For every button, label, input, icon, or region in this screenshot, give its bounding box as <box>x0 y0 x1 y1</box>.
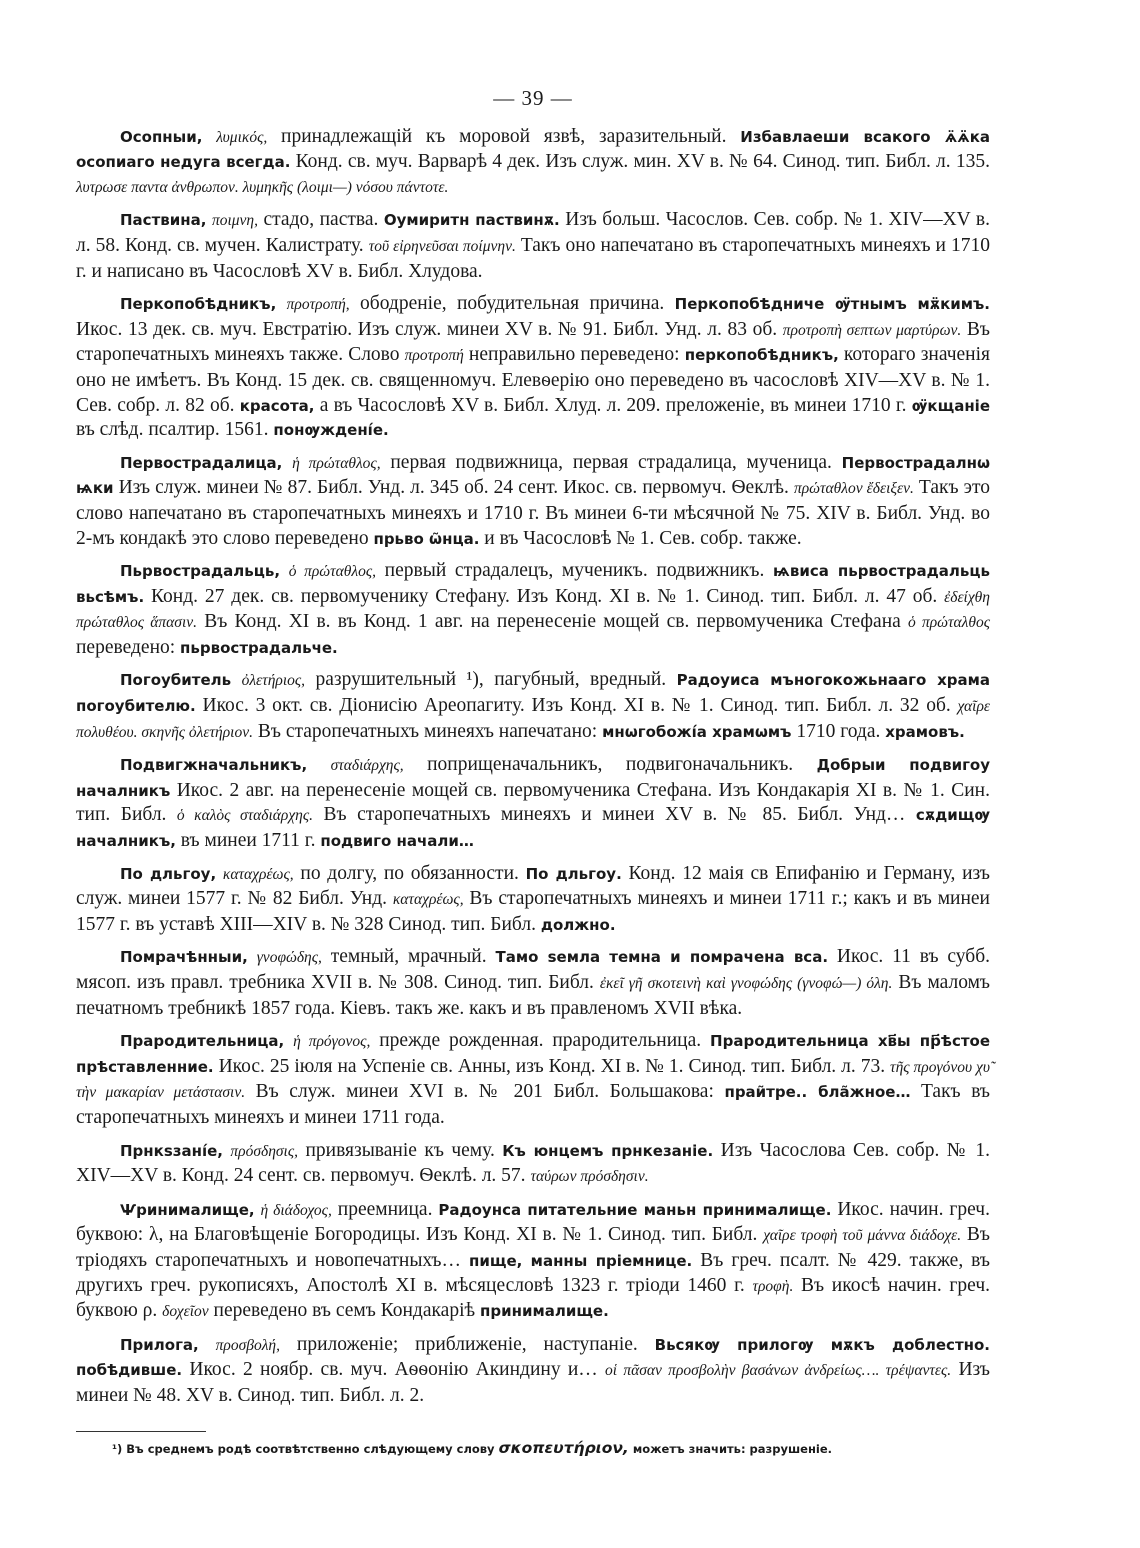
slavonic-quote: Къ юнцемъ прнкезаніе. <box>502 1141 714 1160</box>
entry-headword: Прародительница, <box>120 1032 285 1051</box>
dictionary-entry <box>76 945 990 1021</box>
entry-text: первый страдалецъ, мученикъ. подвижникъ. <box>376 560 774 582</box>
slavonic-quote: прьво ѡ̃нца. <box>373 529 480 548</box>
entry-text: Въ маломъ печатномъ требникѣ 1857 года. Кіевъ. такъ же. какъ и въ правленомъ XVII вѣка. <box>76 972 991 1019</box>
entry-text: Икос. начин. греч. буквою: λ, на Благовѣщеніе Богородицы. Изъ Конд. XI в. № 1. Синод. тип. Библ. <box>76 1198 990 1246</box>
greek-text: ὁ πρώταλθος <box>908 614 991 632</box>
entry-text: привязываніе къ чему. <box>298 1139 503 1161</box>
entry-headword: Погоубитель <box>120 671 232 690</box>
slavonic-quote: ѩвиса пьрвострадальць вьсѣмъ. <box>76 562 990 606</box>
greek-text: πρόσδησις, <box>230 1142 299 1160</box>
greek-text: προτροπή, <box>286 296 350 314</box>
slavonic-quote: понѹждені́е. <box>273 421 389 440</box>
slavonic-quote: мнѡгобожі́а храмѡмъ <box>602 722 792 741</box>
entry-text: переведено: <box>76 636 181 658</box>
entry-text: темный, мрачный. <box>321 946 496 968</box>
entry-text: прежде рожденная. прародительница. <box>370 1030 711 1052</box>
entry-text: Икос. 2 ноябр. св. муч. Аѳѳонію Акиндину и… <box>182 1359 606 1381</box>
greek-text: ὁ πρώταθλος, <box>288 563 377 581</box>
greek-text: οἱ πᾶσαν προσβολὴν βασάνων ἀνδρείως…. τρέψαντες. <box>605 1362 952 1380</box>
dictionary-entry <box>76 451 990 551</box>
entry-headword: Помрачѣнныи, <box>120 948 248 967</box>
entry-headword: Осопныи, <box>120 127 203 146</box>
dictionary-entry <box>76 208 990 284</box>
entry-text: неправильно переведено: <box>463 344 685 366</box>
entry-text: Въ старопечатныхъ минеяхъ также. Слово <box>76 318 990 366</box>
greek-text: προτροπή <box>404 347 464 365</box>
entry-text: поприщеначальникъ, подвигоначальникъ. <box>403 754 817 776</box>
entry-text: принадлежащій къ моровой язвѣ, заразительный. <box>267 125 741 147</box>
entry-text: Икос. 25 іюля на Успеніе св. Анны, изъ Конд. XI в. № 1. Синод. тип. Библ. л. 73. <box>213 1055 891 1077</box>
greek-text: ἡ πρόγονος, <box>293 1033 371 1051</box>
entry-text: Такъ это слово напечатано въ старопечатныхъ минеяхъ и 1710 г. Въ минеи 6-ти мѣсячной № 75. XIV в. Библ. Унд. во 2-мъ кондакѣ это слово переведено <box>76 477 990 549</box>
dictionary-entry <box>76 1198 990 1325</box>
slavonic-quote: Добрыи подвигоу началникъ <box>76 756 990 800</box>
entry-text: Такъ оно напечатано въ старопечатныхъ минеяхъ и 1710 г. и написано въ Часословѣ XV в. Библ. Хлудова. <box>76 234 990 282</box>
slavonic-quote: Первострадалнѡ ѩки <box>76 453 991 498</box>
greek-text: χαῖρε τροφὴ τοῦ μάννα διάδοχε. <box>763 1227 962 1245</box>
slavonic-quote: Радоунса питательние маньн принималище. <box>438 1200 832 1219</box>
entry-text: котораго значенія оно не имѣетъ. Въ Конд. 15 дек. св. священномуч. Елевѳерію оно переведено въ часословѣ XIV—XV в. № 1. Сев. собр. л. 82 об. <box>76 344 990 416</box>
entry-text: Изъ служ. минеи № 87. Библ. Унд. л. 345 об. 24 сент. Икос. св. первомуч. Ѳеклѣ. <box>113 477 794 499</box>
entry-text: Въ тріодяхъ старопечатныхъ и новопечатныхъ… <box>76 1224 991 1271</box>
entry-headword: Паствина, <box>120 211 207 230</box>
entry-text: по долгу, по обязанности. <box>293 862 526 884</box>
entry-text: разрушительный ¹), пагубный, вредный. <box>305 669 677 691</box>
slavonic-quote: Прародительница хв҃ы пр҃ѣстое прѣставленние. <box>76 1032 991 1076</box>
dictionary-entry <box>76 559 990 660</box>
dictionary-entry <box>76 862 990 938</box>
entry-text: 1710 года. <box>791 720 886 742</box>
greek-text: πρώταθλον ἔδειξεν. <box>793 480 914 498</box>
entry-headword: Подвигжначальникъ, <box>120 756 308 775</box>
dictionary-entry <box>76 668 990 745</box>
entry-text: Икос. 3 окт. св. Діонисію Ареопагиту. Изъ Конд. XI в. № 1. Синод. тип. Библ. л. 32 об. <box>195 695 958 717</box>
entry-text: Конд. 27 дек. св. первомученику Стефану. Изъ Конд. XI в. № 1. Синод. тип. Библ. л. 47 об. <box>144 585 945 607</box>
entry-text: Икос. 13 дек. св. муч. Евстратію. Изъ служ. минеи XV в. № 91. Библ. Унд. л. 83 об. <box>76 318 783 340</box>
slavonic-quote: Перкопобѣдниче ѹ̈тнымъ мѫ̈кимъ. <box>674 295 990 314</box>
entry-text: приложеніе; приближеніе, наступаніе. <box>280 1333 655 1355</box>
entry-headword: По дльгоу, <box>120 864 217 883</box>
greek-text: λυτρωσε παντα ἀνθρωπον. λυμηκῆς (λοιμι—) νόσου πάντοτε. <box>76 178 449 196</box>
entry-text: преемница. <box>331 1198 439 1220</box>
greek-text: ποιμνη, <box>211 212 258 230</box>
entry-text: и въ Часословѣ № 1. Сев. собр. также. <box>479 527 802 549</box>
slavonic-quote: Оумиритн паствинѫ. <box>383 211 560 230</box>
entry-headword: Прнкѕзані́е, <box>120 1141 223 1160</box>
greek-text: ὁ καλὸς σταδιάρχης. <box>176 807 314 825</box>
entry-text: ободреніе, побудительная причина. <box>349 293 675 315</box>
entry-text: переведено въ семъ Кондакаріѣ <box>208 1300 480 1322</box>
entry-text: Такъ въ старопечатныхъ минеяхъ и минеи 1711 года. <box>76 1081 991 1128</box>
greek-text: προτροπὴ σεπτων μαρτύρων. <box>782 321 962 339</box>
footnote <box>112 1440 990 1457</box>
dictionary-entry <box>76 292 990 443</box>
greek-text: ἡ πρώταθλος, <box>292 454 381 472</box>
entry-text: Конд. 12 маія св Епифанію и Герману, изъ служ. минеи 1577 г. № 82 Библ. Унд. <box>76 862 990 910</box>
footnote-tail: можетъ значить: разрушеніе. <box>628 1441 833 1456</box>
greek-text: ἐκεῖ γῆ σκοτεινὴ καὶ γνοφώδης (γνοφώ—) όλη. <box>599 975 893 992</box>
slavonic-quote: праи̃тре.. бла̃жное… <box>724 1083 911 1102</box>
entry-text: Въ старопечатныхъ минеяхъ и минеи XV в. № 85. Библ. Унд… <box>313 804 916 826</box>
entry-text: въ минеи 1711 г. <box>175 830 321 852</box>
greek-text: καταχρέως, <box>392 891 464 909</box>
entry-text: Въ Конд. XI в. въ Конд. 1 авг. на перенесеніе мощей св. первомученика Стефана <box>197 611 908 633</box>
slavonic-quote: пьрвострадальче. <box>180 638 338 657</box>
entry-headword: Пьрвострадальць, <box>120 562 281 581</box>
dictionary-entry <box>76 125 990 201</box>
greek-text: δοχεῖον <box>162 1303 209 1321</box>
entry-headword: Прилога, <box>120 1335 199 1354</box>
entry-text: Въ старопечатныхъ минеяхъ напечатано: <box>252 720 603 742</box>
dictionary-entries <box>76 125 990 1409</box>
greek-text: τροφὴ. <box>752 1277 794 1295</box>
greek-text: προσβολή, <box>215 1336 280 1354</box>
footnote-lead: ¹) Въ среднемъ родѣ соотвѣтственно слѣдующему слову <box>112 1441 499 1456</box>
slavonic-quote: ѹ̈кщаніе <box>911 396 990 415</box>
entry-headword: Перкопобѣдникъ, <box>120 295 277 314</box>
entry-text: стадо, паства. <box>258 209 384 231</box>
slavonic-quote: подвиго начали… <box>320 832 474 851</box>
greek-text: ὀλετήριος, <box>241 672 306 690</box>
dictionary-entry <box>76 753 990 853</box>
entry-text: Въ икосѣ начин. греч. буквою ρ. <box>76 1274 991 1322</box>
greek-text: χαῖρε πολυθέου. σκηνῆς ὀλετήριον. <box>76 698 990 741</box>
greek-text: τοῦ εἰρηνεῦσαι ποίμνην. <box>368 237 516 255</box>
entry-text: Изъ больш. Часослов. Сев. собр. № 1. XIV—XV в. л. 58. Конд. св. мучен. Калистрату. <box>76 209 990 256</box>
greek-text: λυμικός, <box>216 128 268 146</box>
footnote-greek-word: σκοπευτήριον, <box>498 1438 629 1457</box>
dictionary-entry <box>76 1333 990 1409</box>
dictionary-entry <box>76 1139 990 1190</box>
greek-text: ταύρων πρόσδησιν. <box>530 1168 649 1186</box>
slavonic-quote: По дльгоу. <box>525 864 622 883</box>
entry-text: Изъ Часослова Сев. собр. № 1. XIV—XV в. Конд. 24 сент. св. первомуч. Ѳеклѣ. л. 57. <box>76 1139 990 1187</box>
entry-text: Икос. 2 авг. на перенесеніе мощей св. первомученика Стефана. Изъ Кондакарія XI в. № 1. Син. тип. Библ. <box>76 779 990 826</box>
greek-text: γνοφώδης, <box>256 949 322 967</box>
greek-text: ἡ διάδοχος, <box>260 1201 332 1219</box>
greek-text: ἐδείχθη πρώταθλος ἅπασιν. <box>76 588 990 632</box>
slavonic-quote: сѫдищѹ началникъ, <box>76 806 990 851</box>
entry-text: первая подвижница, первая страдалица, мученица. <box>380 451 842 473</box>
entry-text: Изъ минеи № 48. XV в. Синод. тип. Библ. л. 2. <box>76 1359 990 1406</box>
entry-text: Икос. 11 въ субб. мясоп. изъ правл. требника XVII в. № 308. Синод. тип. Библ. <box>76 946 991 993</box>
greek-text: καταχρέως, <box>222 865 294 883</box>
slavonic-quote: принималище. <box>479 1302 609 1321</box>
slavonic-quote: Избавлаеши всакого ѧ̈ѧ̈ка осопиаго недуга всегда. <box>76 127 990 172</box>
entry-text: Конд. св. муч. Варварѣ 4 дек. Изъ служ. мин. XV в. № 64. Синод. тип. Библ. л. 135. <box>290 151 990 173</box>
entry-text: Въ служ. минеи XVI в. № 201 Библ. Большакова: <box>245 1081 725 1103</box>
dictionary-entry <box>76 1029 990 1130</box>
slavonic-quote: пище, манны пріемнице. <box>469 1251 693 1270</box>
slavonic-quote: храмовъ. <box>885 722 965 741</box>
footnote-divider <box>76 1431 206 1432</box>
slavonic-quote: перкопобѣдникъ, <box>684 346 839 365</box>
slavonic-quote: Вьсякѹ прилогѹ мѫкъ доблестно. побѣдивше. <box>76 1335 991 1380</box>
entry-text: Въ греч. псалт. № 429. также, въ другихъ греч. рукописяхъ, Апостолѣ XI в. мѣсяцесловѣ 1323 г. тріоди 1460 г. <box>76 1249 990 1296</box>
slavonic-quote: Радоуиса мъногокожьнааго храма погоубителю. <box>76 671 991 716</box>
entry-headword: Первострадалица, <box>120 453 283 472</box>
entry-headword: Ѱринималище, <box>120 1200 255 1219</box>
slavonic-quote: Тамо ѕемла темна и помрачена вса. <box>495 948 829 967</box>
slavonic-quote: красота, <box>239 396 315 415</box>
page-number: — 39 — <box>493 86 573 110</box>
entry-text: а въ Часословѣ XV в. Библ. Хлуд. л. 209. преложеніе, въ минеи 1710 г. <box>314 394 912 416</box>
greek-text: σταδιάρχης, <box>330 757 404 775</box>
entry-text: въ слѣд. псалтир. 1561. <box>76 419 274 441</box>
greek-text: τῆς προγόνου χυ̃ τὴν μακαρίαν μετάστασιν. <box>76 1058 990 1102</box>
entry-text: Въ старопечатныхъ минеяхъ и минеи 1711 г.; какъ и въ минеи 1577 г. въ уставѣ XIII—XIV в. № 328 Синод. тип. Библ. <box>76 888 990 935</box>
slavonic-quote: должно. <box>540 915 616 934</box>
